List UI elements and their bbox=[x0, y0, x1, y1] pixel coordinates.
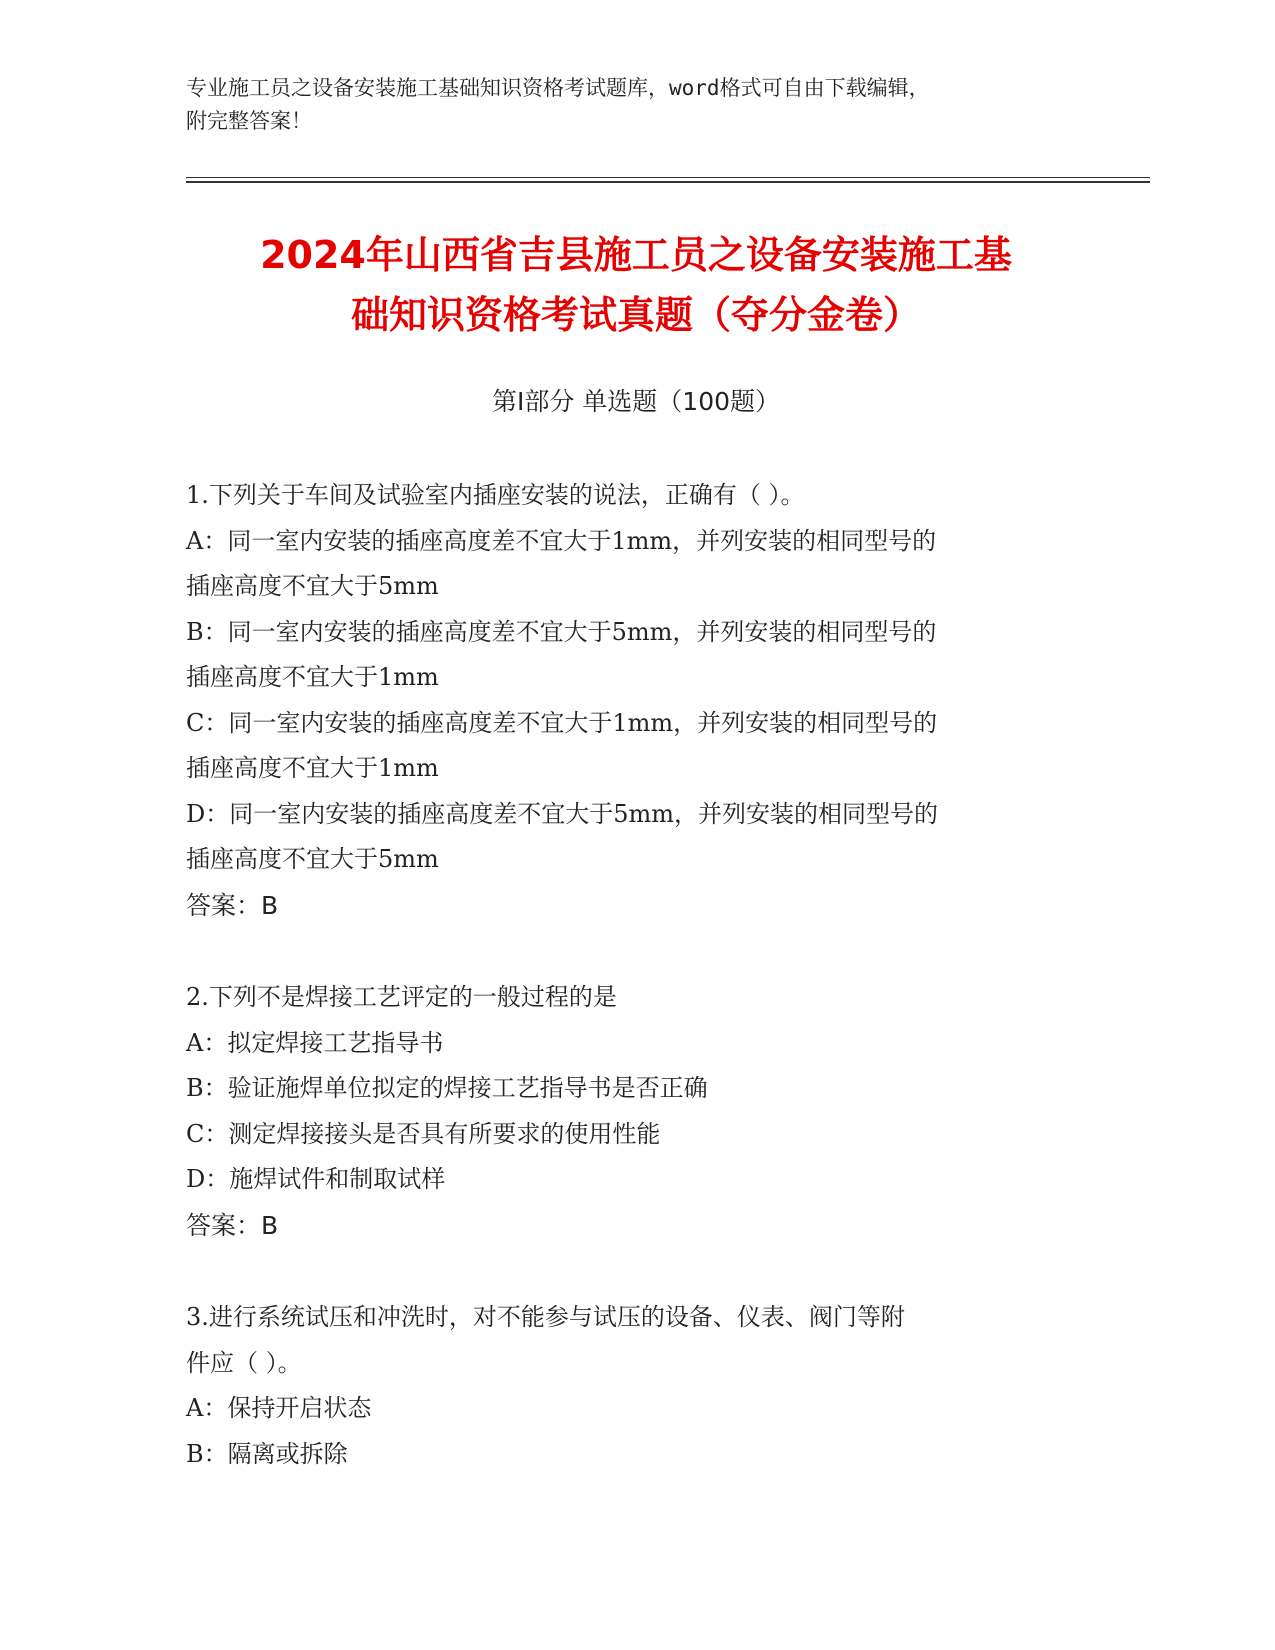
question-stem: 3.进行系统试压和冲洗时，对不能参与试压的设备、仪表、阀门等附 bbox=[186, 1303, 905, 1331]
option-a: A：拟定焊接工艺指导书 bbox=[186, 1028, 444, 1057]
question-2 bbox=[186, 975, 1086, 1248]
title-line-1: 2024年山西省吉县施工员之设备安装施工基 bbox=[260, 233, 1012, 277]
option-d: D：同一室内安装的插座高度差不宜大于5mm，并列安装的相同型号的 bbox=[186, 799, 939, 828]
option-a: A：同一室内安装的插座高度差不宜大于1mm，并列安装的相同型号的 bbox=[186, 526, 937, 555]
option-c: C：测定焊接接头是否具有所要求的使用性能 bbox=[186, 1119, 661, 1148]
section-heading: 第Ⅰ部分 单选题（100题） bbox=[491, 387, 781, 416]
option-c: C：同一室内安装的插座高度差不宜大于1mm，并列安装的相同型号的 bbox=[186, 708, 938, 737]
option-b: B：验证施焊单位拟定的焊接工艺指导书是否正确 bbox=[186, 1074, 708, 1102]
option-b-cont: 插座高度不宜大于1mm bbox=[186, 663, 439, 691]
title-line-2: 础知识资格考试真题（夺分金卷） bbox=[350, 293, 921, 337]
header-line-2: 附完整答案！ bbox=[186, 109, 312, 133]
header-divider-thin bbox=[186, 177, 1150, 178]
header-divider-thick bbox=[186, 181, 1150, 183]
question-stem-cont: 件应（ ）。 bbox=[186, 1348, 302, 1377]
question-3 bbox=[186, 1295, 1086, 1477]
option-d-cont: 插座高度不宜大于5mm bbox=[186, 845, 439, 873]
option-b: B：同一室内安装的插座高度差不宜大于5mm，并列安装的相同型号的 bbox=[186, 617, 937, 646]
question-stem: 2.下列不是焊接工艺评定的一般过程的是 bbox=[186, 983, 617, 1011]
option-d: D：施焊试件和制取试样 bbox=[186, 1165, 446, 1193]
question-stem: 1.下列关于车间及试验室内插座安装的说法，正确有（ ）。 bbox=[186, 481, 805, 509]
header-line-1: 专业施工员之设备安装施工基础知识资格考试题库，word格式可自由下载编辑， bbox=[186, 76, 930, 100]
option-a-cont: 插座高度不宜大于5mm bbox=[186, 572, 439, 600]
question-1 bbox=[186, 473, 1086, 928]
option-b: B：隔离或拆除 bbox=[186, 1439, 348, 1468]
option-a: A：保持开启状态 bbox=[186, 1394, 372, 1422]
answer: 答案：B bbox=[186, 890, 279, 920]
document-title bbox=[186, 225, 1086, 345]
page-header bbox=[186, 72, 1086, 138]
answer: 答案：B bbox=[186, 1210, 279, 1240]
option-c-cont: 插座高度不宜大于1mm bbox=[186, 754, 439, 782]
